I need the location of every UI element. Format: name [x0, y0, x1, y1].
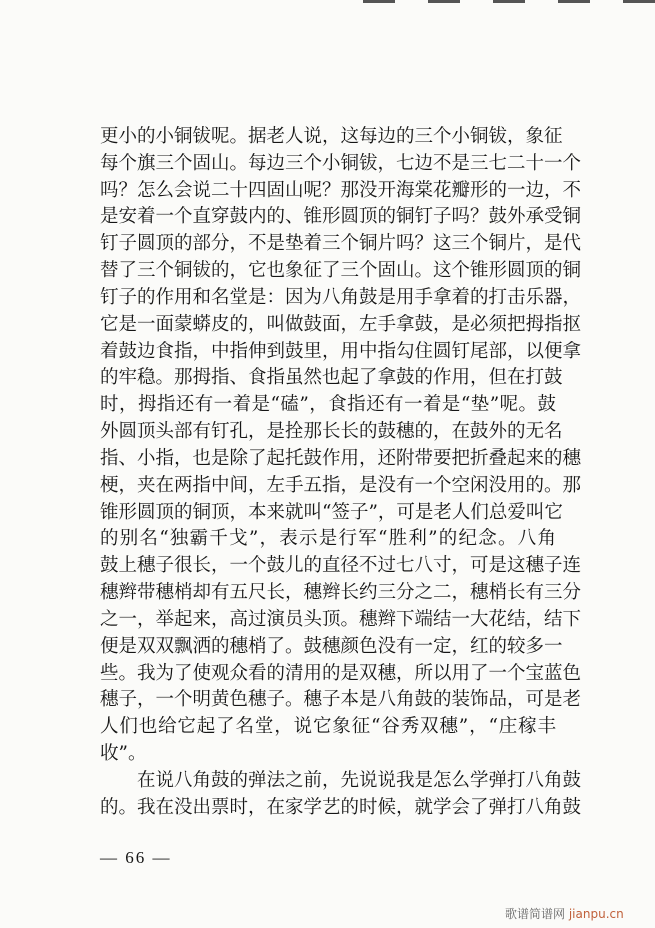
text-line: 指、小指，也是除了起托鼓作用，还附带要把折叠起来的穗	[100, 447, 582, 469]
text-line: 替了三个铜钹的，它也象征了三个固山。这个锥形圆顶的铜	[100, 260, 582, 282]
text-line: 鼓上穗子很长，一个鼓儿的直径不过七八寸，可是这穗子连	[100, 555, 582, 577]
text-line: 是安着一个直穿鼓内的、锥形圆顶的铜钉子吗？鼓外承受铜	[100, 206, 582, 228]
body-text	[100, 124, 582, 822]
text-line: 钉子圆顶的部分，不是垫着三个铜片吗？这三个铜片，是代	[100, 233, 582, 255]
text-line: 人们也给它起了名堂，说它象征“谷秀双穗”，“庄稼丰	[100, 716, 556, 738]
text-line: 些。我为了使观众看的清用的是双穗，所以用了一个宝蓝色	[100, 662, 582, 684]
text-line: 它是一面蒙蟒皮的，叫做鼓面，左手拿鼓，是必须把拇指抠	[100, 313, 582, 335]
scan-mark	[363, 0, 395, 3]
text-line: 在说八角鼓的弹法之前，先说说我是怎么学弹打八角鼓	[137, 769, 582, 791]
text-line: 着鼓边食指，中指伸到鼓里，用中指勾住圆钉尾部，以便拿	[100, 340, 582, 362]
text-line: 收”。	[100, 743, 147, 765]
text-line: 吗？怎么会说二十四固山呢？那没开海棠花瓣形的一边，不	[100, 179, 582, 201]
text-line: 的牢稳。那拇指、食指虽然也起了拿鼓的作用，但在打鼓	[100, 367, 563, 389]
page-number: — 66 —	[100, 848, 172, 867]
scan-mark	[493, 0, 525, 3]
scan-mark	[428, 0, 460, 3]
text-line: 便是双双飘洒的穗梢了。鼓穗颜色没有一定，红的较多一	[100, 635, 563, 657]
text-line: 的。我在没出票时，在家学艺的时候，就学会了弹打八角鼓	[100, 796, 582, 818]
watermark	[505, 905, 624, 922]
text-line: 更小的小铜钹呢。据老人说，这每边的三个小铜钹，象征	[100, 126, 563, 147]
scan-mark	[558, 0, 590, 3]
text-line: 锥形圆顶的铜顶，本来就叫“签子”，可是老人们总爱叫它	[100, 501, 563, 523]
text-line: 的别名“独霸千戈”，表示是行军“胜利”的纪念。八角	[100, 528, 556, 550]
text-line: 之一，举起来，高过演员头顶。穗辫下端结一大花结，结下	[100, 608, 582, 630]
text-line: 时，拇指还有一着是“磕”，食指还有一着是“垫”呢。鼓	[100, 394, 556, 416]
watermark-site: 歌谱简谱网	[505, 907, 566, 921]
text-line: 每个旗三个固山。每边三个小铜钹，七边不是三七二十一个	[100, 152, 582, 174]
text-line: 梗，夹在两指中间，左手五指，是没有一个空闲没用的。那	[100, 474, 582, 496]
text-line: 穗辫带穗梢却有五尺长，穗辫长约三分之二，穗梢长有三分	[100, 582, 582, 604]
text-line: 穗子，一个明黄色穗子。穗子本是八角鼓的装饰品，可是老	[100, 689, 582, 711]
scan-mark	[623, 0, 655, 3]
text-line: 外圆顶头部有钉孔，是拴那长长的鼓穗的，在鼓外的无名	[100, 421, 563, 443]
text-line: 钉子的作用和名堂是：因为八角鼓是用手拿着的打击乐器，	[100, 286, 582, 308]
watermark-url: jianpu.cn	[568, 907, 624, 921]
